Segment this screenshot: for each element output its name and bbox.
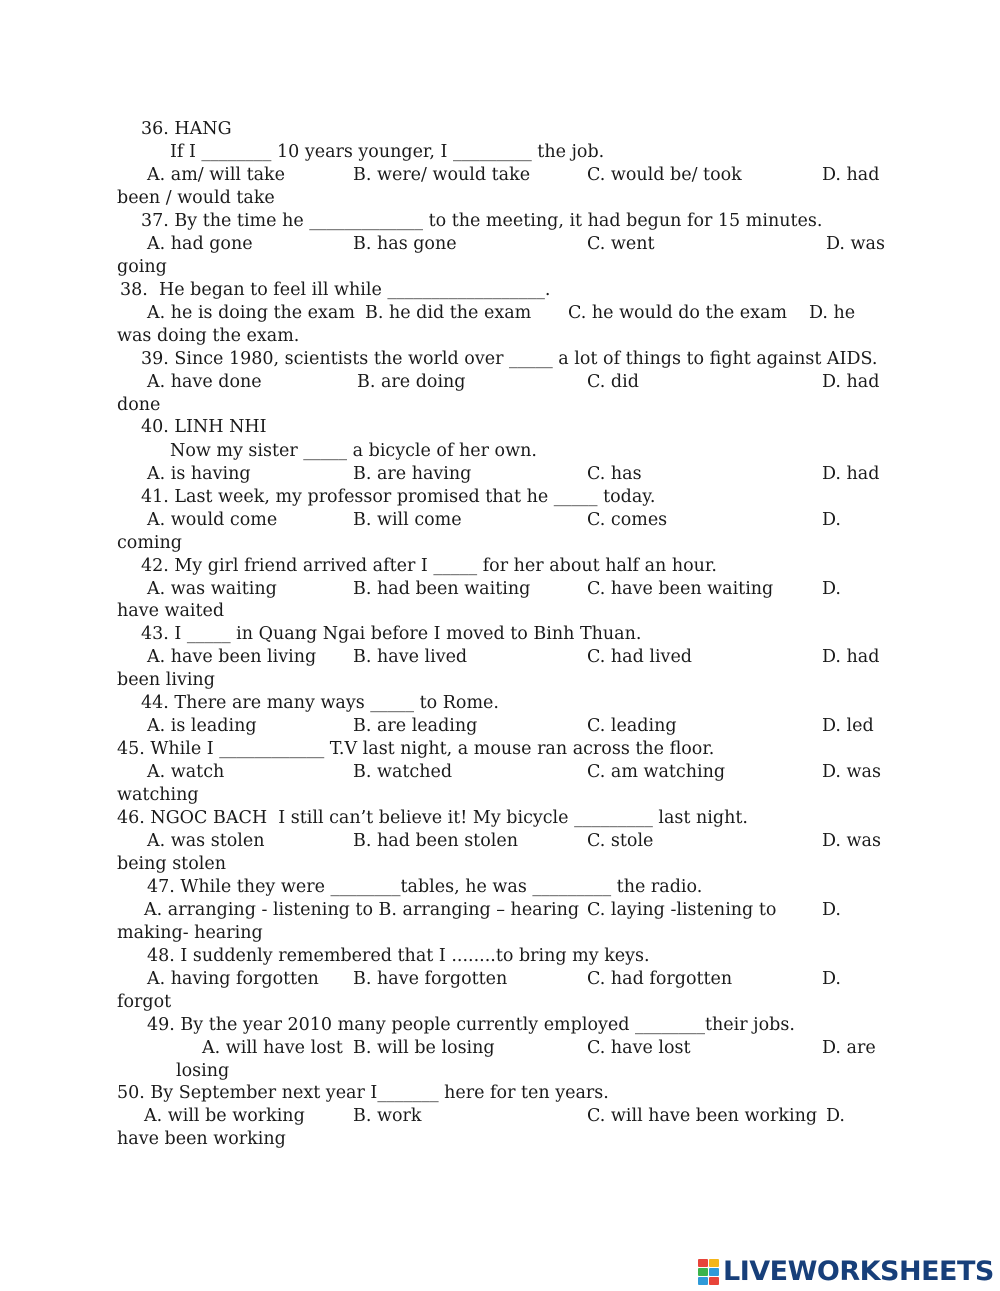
text-line: 46. NGOC BACH I still can’t believe it! My bicycle _________ last night.: [117, 808, 748, 828]
text-line: A. is having: [147, 464, 251, 484]
text-line: 36. HANG: [141, 119, 232, 139]
text-line: B. he did the exam: [365, 303, 532, 323]
text-line: done: [117, 395, 161, 415]
text-line: 44. There are many ways _____ to Rome.: [141, 693, 499, 713]
text-line: B. have forgotten: [353, 969, 508, 989]
text-line: 38. He began to feel ill while __________________.: [120, 280, 551, 300]
text-line: B. are leading: [353, 716, 478, 736]
text-line: 39. Since 1980, scientists the world over _____ a lot of things to fight against AIDS.: [141, 349, 878, 369]
text-line: been living: [117, 670, 215, 690]
text-line: B. are doing: [357, 372, 466, 392]
text-line: 49. By the year 2010 many people currently employed ________their jobs.: [147, 1015, 795, 1035]
text-line: A. he is doing the exam: [147, 303, 355, 323]
text-line: A. had gone: [147, 234, 253, 254]
text-line: making- hearing: [117, 923, 263, 943]
text-line: A. is leading: [147, 716, 257, 736]
text-line: B. are having: [353, 464, 472, 484]
text-line: A. was waiting: [147, 579, 277, 599]
text-line: D. are: [822, 1038, 876, 1058]
text-line: D. was: [826, 234, 885, 254]
text-line: B. had been stolen: [353, 831, 518, 851]
text-line: C. will have been working: [587, 1106, 818, 1126]
text-line: being stolen: [117, 854, 226, 874]
text-line: C. laying -listening to: [587, 900, 777, 920]
text-line: A. have done: [147, 372, 262, 392]
text-line: A. having forgotten: [147, 969, 319, 989]
text-line: B. watched: [353, 762, 453, 782]
text-line: have been working: [117, 1129, 286, 1149]
text-line: A. arranging - listening to B. arranging – hearing: [144, 900, 580, 920]
text-line: D.: [822, 969, 841, 989]
text-line: was doing the exam.: [117, 326, 300, 346]
text-line: forgot: [117, 992, 172, 1012]
text-line: 40. LINH NHI: [141, 417, 267, 437]
text-line: B. has gone: [353, 234, 457, 254]
text-line: C. have been waiting: [587, 579, 774, 599]
text-line: 41. Last week, my professor promised that he _____ today.: [141, 487, 656, 507]
text-line: D.: [826, 1106, 845, 1126]
text-line: D. had: [822, 464, 880, 484]
text-line: A. am/ will take: [147, 165, 286, 185]
text-line: losing: [176, 1061, 230, 1081]
text-line: 37. By the time he _____________ to the meeting, it had begun for 15 minutes.: [141, 211, 823, 231]
text-line: B. had been waiting: [353, 579, 531, 599]
text-line: C. stole: [587, 831, 654, 851]
liveworksheets-logo-icon: [698, 1257, 720, 1285]
text-line: 43. I _____ in Quang Ngai before I moved to Binh Thuan.: [141, 624, 642, 644]
text-line: have waited: [117, 601, 225, 621]
text-line: 45. While I ____________ T.V last night, a mouse ran across the floor.: [117, 739, 715, 759]
text-line: coming: [117, 533, 183, 553]
text-line: 48. I suddenly remembered that I ........to bring my keys.: [147, 946, 650, 966]
text-line: C. had forgotten: [587, 969, 733, 989]
text-line: D. he: [809, 303, 856, 323]
text-line: D. was: [822, 831, 881, 851]
text-line: D.: [822, 900, 841, 920]
text-line: D. was: [822, 762, 881, 782]
text-line: 50. By September next year I_______ here for ten years.: [117, 1083, 609, 1103]
text-line: B. were/ would take: [353, 165, 531, 185]
text-line: Now my sister _____ a bicycle of her own.: [170, 441, 537, 461]
text-line: 47. While they were ________tables, he was _________ the radio.: [147, 877, 703, 897]
text-line: C. went: [587, 234, 655, 254]
text-line: B. have lived: [353, 647, 468, 667]
text-line: C. leading: [587, 716, 677, 736]
text-line: B. will come: [353, 510, 462, 530]
text-line: B. will be losing: [353, 1038, 495, 1058]
text-line: A. will have lost: [202, 1038, 343, 1058]
logo-text: LIVEWORKSHEETS: [723, 1255, 994, 1287]
text-line: B. work: [353, 1106, 422, 1126]
text-line: 42. My girl friend arrived after I _____ for her about half an hour.: [141, 556, 717, 576]
text-line: C. has: [587, 464, 642, 484]
text-line: A. will be working: [144, 1106, 305, 1126]
text-line: C. have lost: [587, 1038, 691, 1058]
text-line: D. had: [822, 165, 880, 185]
text-line: C. would be/ took: [587, 165, 742, 185]
text-line: A. watch: [147, 762, 225, 782]
text-line: A. was stolen: [147, 831, 265, 851]
text-line: C. comes: [587, 510, 668, 530]
text-line: C. did: [587, 372, 639, 392]
text-line: C. am watching: [587, 762, 726, 782]
text-line: watching: [117, 785, 199, 805]
text-line: C. had lived: [587, 647, 692, 667]
text-line: C. he would do the exam: [568, 303, 788, 323]
liveworksheets-logo: [698, 1254, 994, 1288]
text-line: D. had: [822, 647, 880, 667]
text-line: D.: [822, 579, 841, 599]
text-line: A. have been living: [147, 647, 317, 667]
text-line: D. had: [822, 372, 880, 392]
text-line: D. led: [822, 716, 874, 736]
text-line: going: [117, 257, 167, 277]
text-line: If I ________ 10 years younger, I _________ the job.: [170, 142, 605, 162]
text-line: D.: [822, 510, 841, 530]
text-line: been / would take: [117, 188, 275, 208]
text-line: A. would come: [147, 510, 278, 530]
